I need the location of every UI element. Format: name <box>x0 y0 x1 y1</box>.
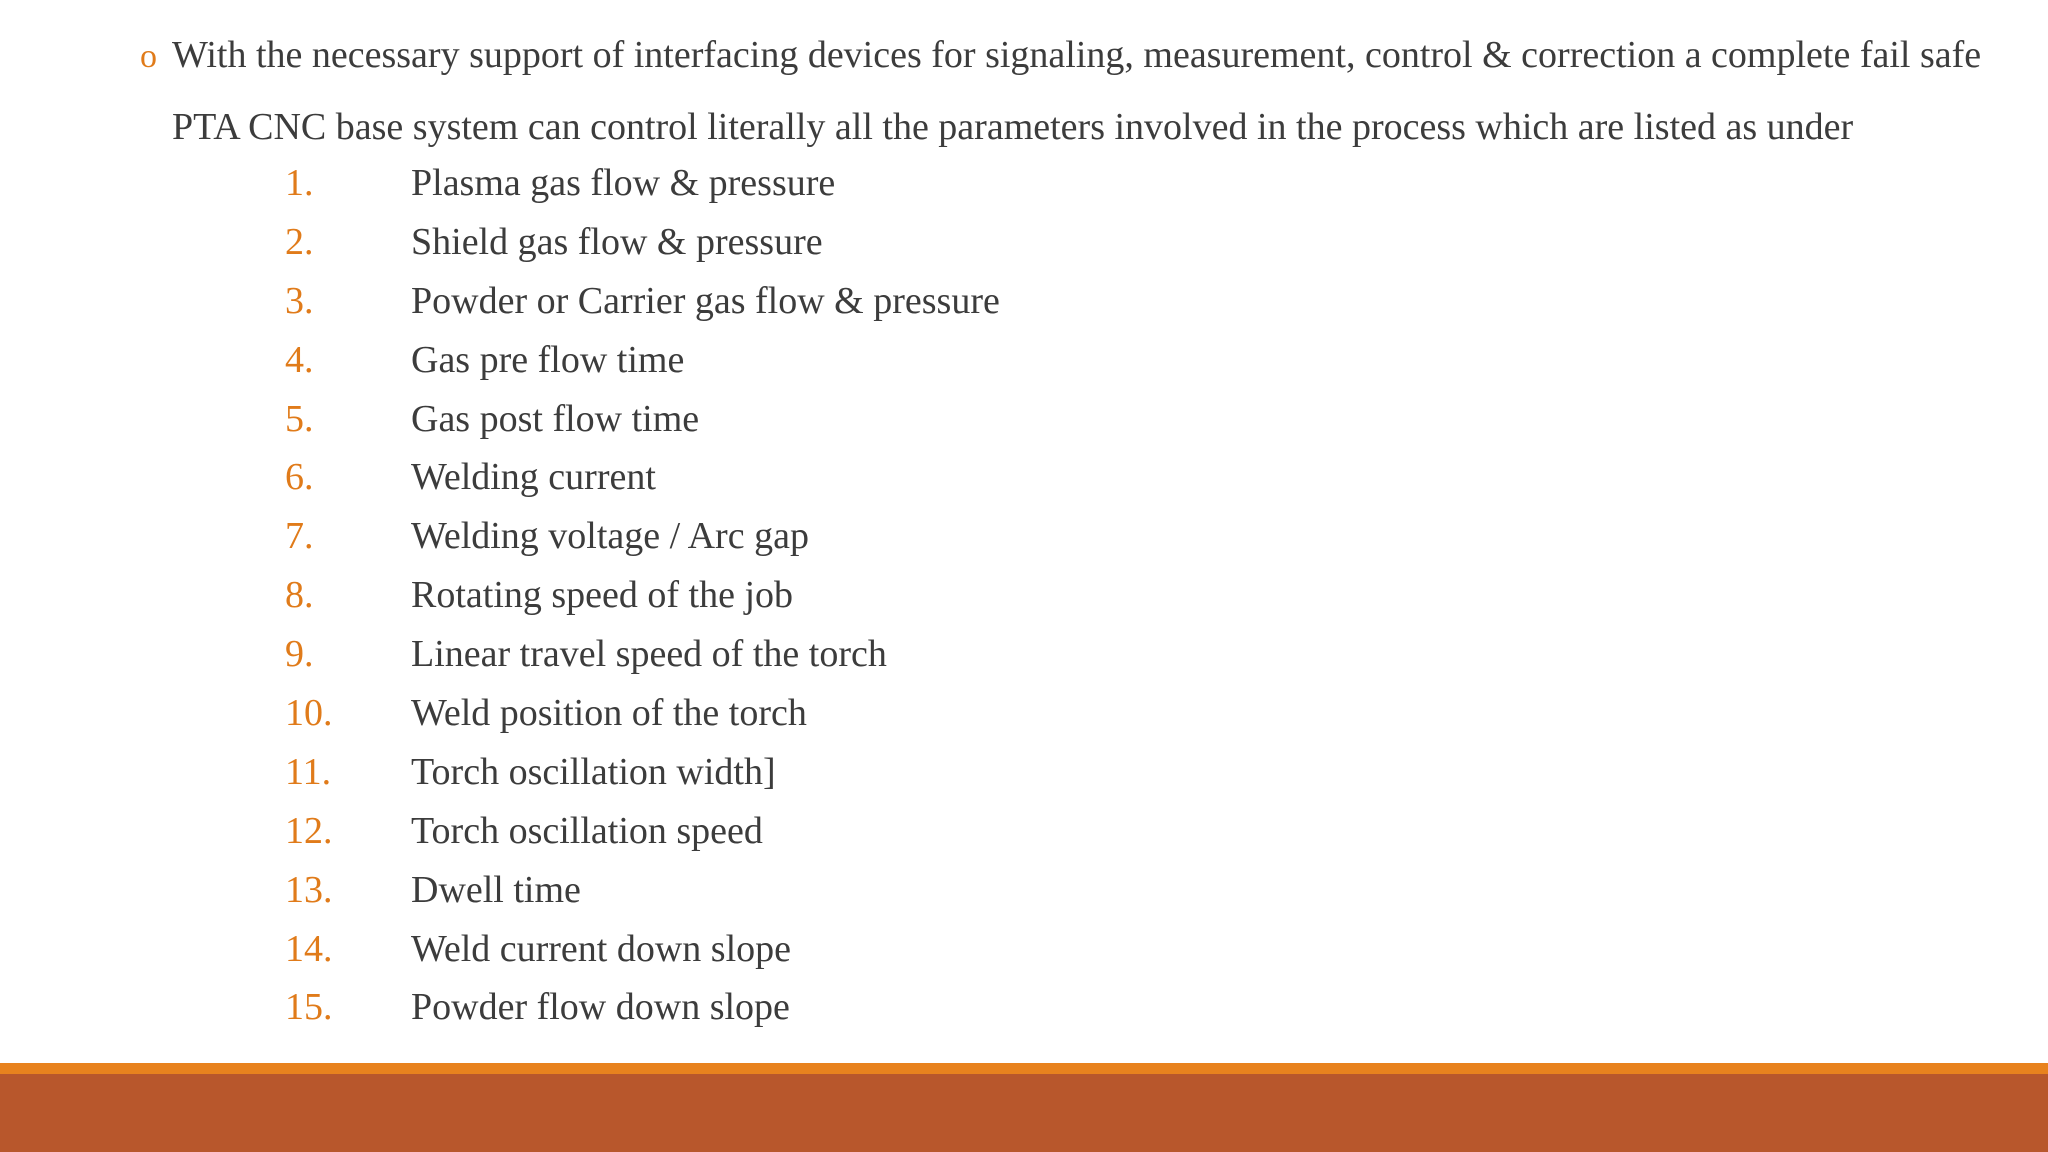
list-item-number: 7. <box>285 515 314 558</box>
list-item <box>285 390 1000 449</box>
list-item-number: 14. <box>285 927 333 970</box>
list-item-text: Weld position of the torch <box>411 692 807 735</box>
list-item-number: 9. <box>285 633 314 676</box>
list-item <box>285 272 1000 331</box>
list-item-number: 10. <box>285 692 333 735</box>
list-item-number: 11. <box>285 750 332 793</box>
list-item <box>285 448 1000 507</box>
list-item <box>285 507 1000 566</box>
list-item <box>285 625 1000 684</box>
list-item-text: Weld current down slope <box>411 927 791 970</box>
footer-band <box>0 1074 2048 1152</box>
parameter-list <box>285 154 1000 1037</box>
footer-accent-stripe <box>0 1063 2048 1074</box>
list-item-text: Linear travel speed of the torch <box>411 633 887 676</box>
list-item <box>285 213 1000 272</box>
list-item <box>285 154 1000 213</box>
list-item-number: 8. <box>285 574 314 617</box>
bullet-marker-icon: o <box>140 38 157 75</box>
list-item-text: Shield gas flow & pressure <box>411 220 823 263</box>
intro-bullet <box>140 20 2020 162</box>
list-item <box>285 802 1000 861</box>
list-item-text: Gas post flow time <box>411 397 700 440</box>
list-item-number: 15. <box>285 986 333 1029</box>
list-item-number: 4. <box>285 338 314 381</box>
list-item-text: Welding current <box>411 456 656 499</box>
list-item-number: 2. <box>285 220 314 263</box>
list-item <box>285 978 1000 1037</box>
list-item-number: 6. <box>285 456 314 499</box>
list-item-text: Gas pre flow time <box>411 338 685 381</box>
list-item <box>285 566 1000 625</box>
intro-bullet-line <box>140 20 2020 92</box>
intro-text-line-1: With the necessary support of interfacing devices for signaling, measurement, control & correction a complete fail safe <box>172 34 1982 76</box>
list-item-number: 1. <box>285 162 314 204</box>
list-item-text: Torch oscillation width] <box>411 750 776 793</box>
list-item-text: Plasma gas flow & pressure <box>411 162 836 204</box>
list-item-number: 12. <box>285 809 333 852</box>
list-item-number: 5. <box>285 397 314 440</box>
list-item <box>285 331 1000 390</box>
list-item-text: Welding voltage / Arc gap <box>411 515 809 558</box>
list-item-text: Dwell time <box>411 868 581 911</box>
list-item-text: Powder or Carrier gas flow & pressure <box>411 279 1000 322</box>
list-item-number: 13. <box>285 868 333 911</box>
list-item <box>285 861 1000 920</box>
intro-text-line-2: PTA CNC base system can control literally all the parameters involved in the process which are listed as under <box>172 106 1854 148</box>
list-item <box>285 920 1000 979</box>
list-item <box>285 684 1000 743</box>
list-item-number: 3. <box>285 279 314 322</box>
list-item-text: Rotating speed of the job <box>411 574 794 617</box>
list-item-text: Torch oscillation speed <box>411 809 763 852</box>
list-item-text: Powder flow down slope <box>411 986 790 1029</box>
list-item <box>285 743 1000 802</box>
